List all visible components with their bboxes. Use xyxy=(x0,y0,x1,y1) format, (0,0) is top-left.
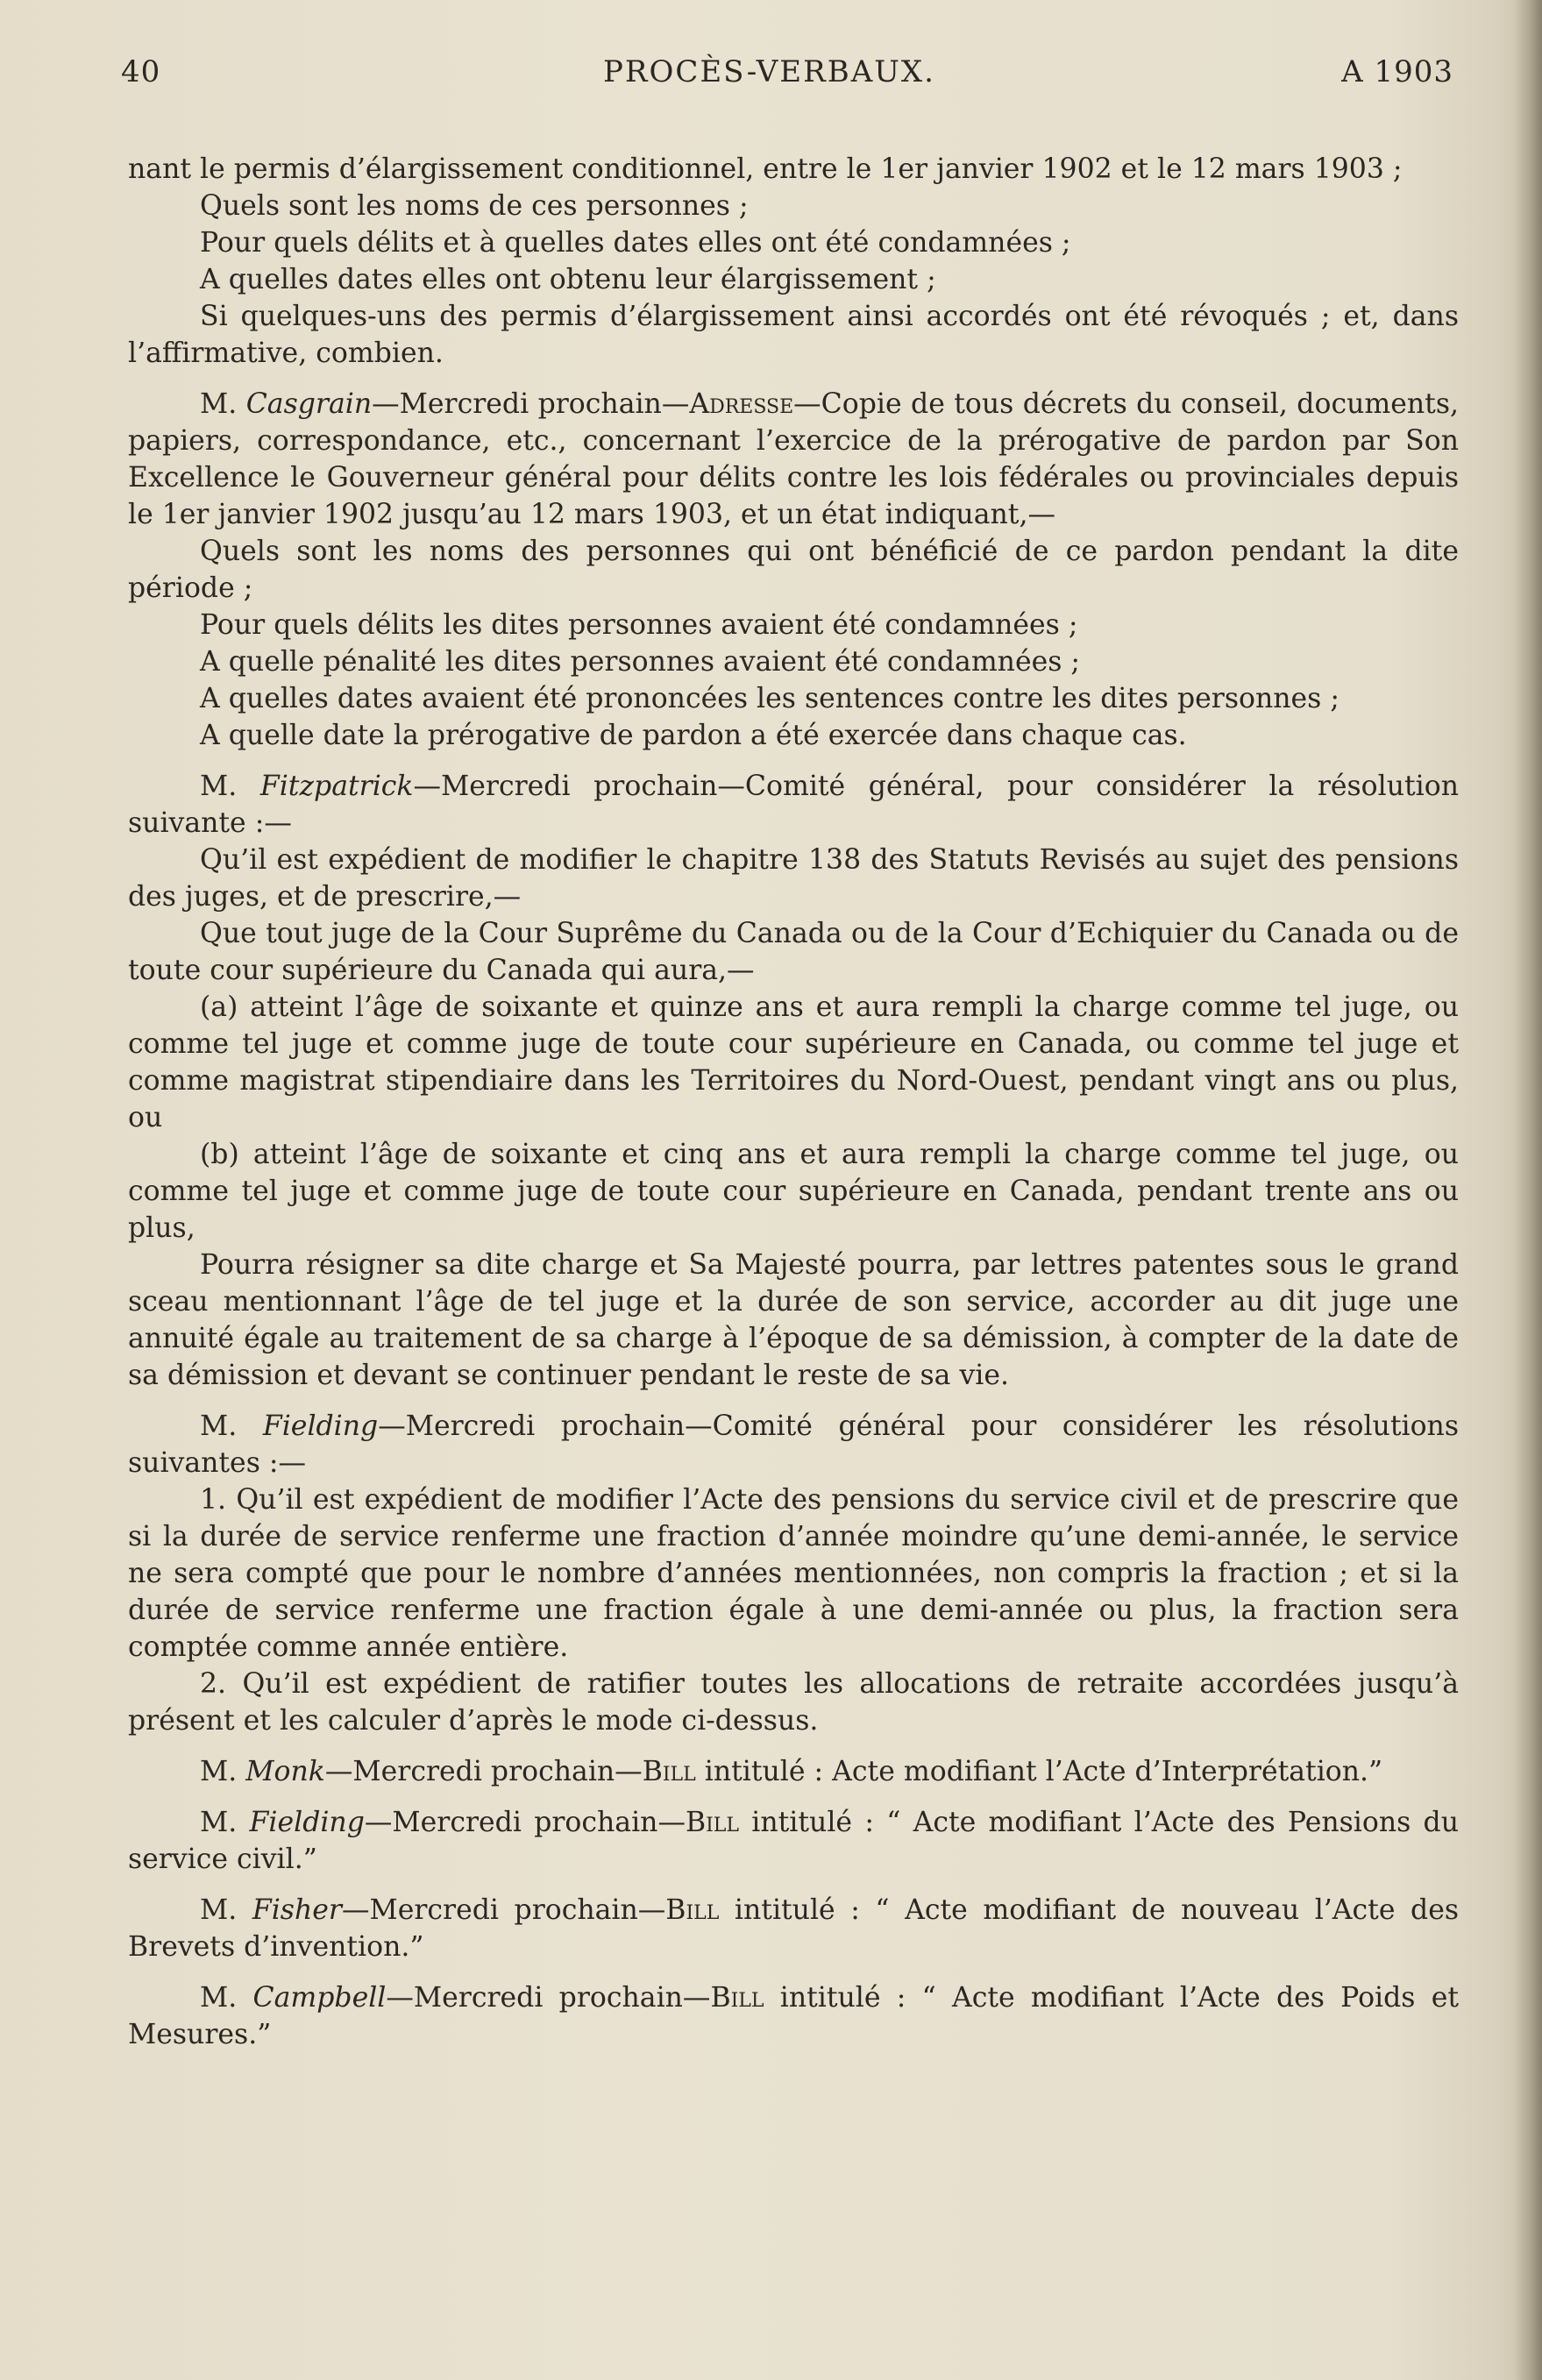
paragraph: Quels sont les noms de ces personnes ; xyxy=(200,190,749,222)
paragraph: Pourra résigner sa dite charge et Sa Majesté pourra, par lettres patentes sous le grand sceau mentionnant l’âge de tel juge et la durée de son service, accorder au dit juge une annuité égale au traitement de sa charge à l’époque de sa démission, à compter de la date de sa démission et devant se continuer pendant le reste de sa vie. xyxy=(128,1249,1459,1391)
motion-text: intitulé : “ Acte modifiant l’Acte des Poids et Mesures.” xyxy=(128,1982,1459,2050)
motion-keyword: Bill xyxy=(710,1982,764,2014)
member-prefix: M. xyxy=(200,1894,252,1926)
member-prefix: M. xyxy=(200,388,246,420)
page-body xyxy=(128,151,1459,2053)
motion-text: —Mercredi prochain— xyxy=(364,1807,686,1838)
member-name: Casgrain xyxy=(245,388,373,420)
motion-text: intitulé : Acte modifiant l’Acte d’Interprétation.” xyxy=(695,1756,1383,1787)
paragraph: A quelle pénalité les dites personnes avaient été condamnées ; xyxy=(200,646,1081,678)
paragraph: Pour quels délits les dites personnes avaient été condamnées ; xyxy=(200,609,1078,641)
motion-text: —Mercredi prochain— xyxy=(341,1894,666,1926)
motion-casgrain xyxy=(128,386,1459,533)
motion-fitzpatrick xyxy=(128,768,1459,842)
paragraph: Quels sont les noms des personnes qui ont bénéficié de ce pardon pendant la dite période ; xyxy=(128,536,1459,604)
motion-fielding-resolutions xyxy=(128,1408,1459,1481)
paragraph: 2. Qu’il est expédient de ratifier toutes les allocations de retraite accordées jusqu’à présent et les calculer d’après le mode ci-dessus. xyxy=(128,1668,1459,1737)
motion-monk xyxy=(128,1753,1459,1790)
motion-text: —Mercredi prochain— xyxy=(386,1982,711,2014)
paragraph: nant le permis d’élargissement conditionnel, entre le 1er janvier 1902 et le 12 mars 1903 ; xyxy=(128,153,1403,185)
member-prefix: M. xyxy=(200,1807,250,1838)
paragraph: A quelle date la prérogative de pardon a été exercée dans chaque cas. xyxy=(200,720,1187,751)
member-name: Campbell xyxy=(252,1982,387,2014)
member-name: Fielding xyxy=(262,1410,379,1442)
member-prefix: M. xyxy=(200,771,260,802)
motion-fielding-bill xyxy=(128,1804,1459,1878)
motion-text: —Mercredi prochain—Comité général pour considérer les résolutions suivantes :— xyxy=(128,1410,1459,1479)
motion-keyword: Bill xyxy=(665,1894,720,1926)
binding-shadow xyxy=(1514,0,1542,2380)
paragraph: Si quelques-uns des permis d’élargissement ainsi accordés ont été révoqués ; et, dans l’affirmative, combien. xyxy=(128,301,1459,369)
member-prefix: M. xyxy=(200,1756,246,1787)
motion-campbell xyxy=(128,1979,1459,2053)
paragraph: (a) atteint l’âge de soixante et quinze ans et aura rempli la charge comme tel juge, ou comme tel juge et comme juge de toute cour supérieure en Canada, ou comme tel juge et comme magistrat stipendiaire dans les Territoires du Nord-Ouest, pendant vingt ans ou plus, ou xyxy=(128,991,1459,1133)
motion-keyword: Adresse xyxy=(689,388,794,420)
motion-text: —Mercredi prochain—Comité général, pour considérer la résolution suivante :— xyxy=(128,771,1459,839)
paragraph: Que tout juge de la Cour Suprême du Canada ou de la Cour d’Echiquier du Canada ou de toute cour supérieure du Canada qui aura,— xyxy=(128,918,1459,986)
member-name: Fitzpatrick xyxy=(259,771,414,802)
paragraph: (b) atteint l’âge de soixante et cinq ans et aura rempli la charge comme tel juge, ou comme tel juge et comme juge de toute cour supérieure en Canada, pendant trente ans ou plus, xyxy=(128,1139,1459,1244)
motion-text: —Copie de tous décrets du conseil, documents, papiers, correspondance, etc., concernant l’exercice de la prérogative de pardon par Son Excellence le Gouverneur général pour délits contre les lois fédérales ou provinciales depuis le 1er janvier 1902 jusqu’au 12 mars 1903, et un état indiquant,— xyxy=(128,388,1460,530)
paragraph: 1. Qu’il est expédient de modifier l’Acte des pensions du service civil et de prescrire que si la durée de service renferme une fraction d’année moindre qu’une demi-année, le service ne sera compté que pour le nombre d’années mentionnées, non compris la fraction ; et si la durée de service renferme une fraction égale à une demi-année ou plus, la fraction sera comptée comme année entière. xyxy=(128,1484,1459,1663)
paragraph: A quelles dates avaient été prononcées les sentences contre les dites personnes ; xyxy=(200,683,1339,714)
running-title: PROCÈS-VERBAUX. xyxy=(603,54,935,89)
member-name: Monk xyxy=(245,1756,325,1787)
session-year: A 1903 xyxy=(1341,54,1453,89)
motion-text: —Mercredi prochain— xyxy=(324,1756,643,1787)
page-number: 40 xyxy=(121,54,161,89)
member-prefix: M. xyxy=(200,1410,263,1442)
motion-fisher xyxy=(128,1892,1459,1965)
member-prefix: M. xyxy=(200,1982,253,2014)
motion-keyword: Bill xyxy=(685,1807,740,1838)
member-name: Fisher xyxy=(252,1894,342,1926)
member-name: Fielding xyxy=(249,1807,365,1838)
paragraph: Qu’il est expédient de modifier le chapitre 138 des Statuts Revisés au sujet des pensions des juges, et de prescrire,— xyxy=(128,844,1459,913)
paragraph: Pour quels délits et à quelles dates elles ont été condamnées ; xyxy=(200,227,1071,259)
motion-keyword: Bill xyxy=(642,1756,696,1787)
motion-text: intitulé : “ Acte modifiant l’Acte des Pensions du service civil.” xyxy=(128,1807,1459,1875)
paragraph: A quelles dates elles ont obtenu leur élargissement ; xyxy=(200,264,936,295)
running-header xyxy=(121,54,1453,98)
motion-text: intitulé : “ Acte modifiant de nouveau l’Acte des Brevets d’invention.” xyxy=(128,1894,1460,1963)
motion-text: —Mercredi prochain— xyxy=(372,388,690,420)
